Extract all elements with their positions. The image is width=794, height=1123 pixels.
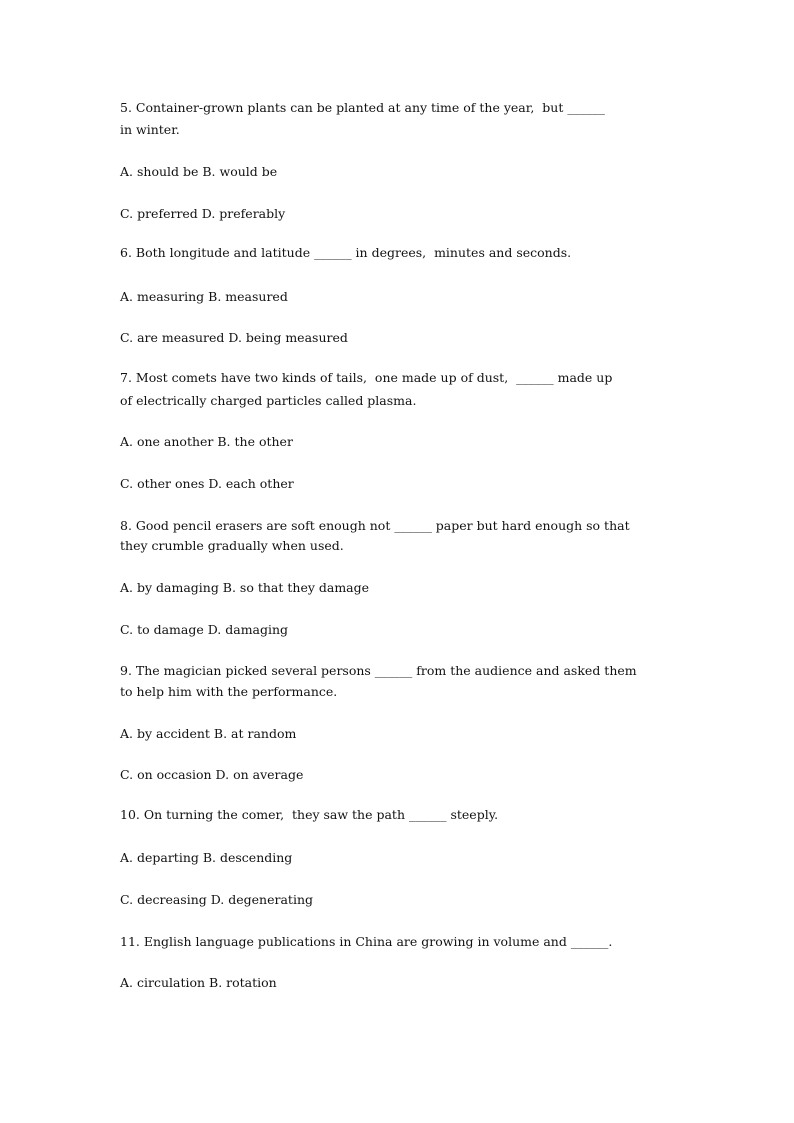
question-9-options-c-d: C. on occasion D. on average [120,767,304,782]
question-5-options-a-b: A. should be B. would be [120,164,278,179]
question-5-options-c-d: C. preferred D. preferably [120,206,286,221]
question-10-stem-line-1: 10. On turning the comer, they saw the path ______ steeply. [120,807,499,822]
question-6-stem-line-1: 6. Both longitude and latitude ______ in degrees, minutes and seconds. [120,245,572,260]
question-8-options-c-d: C. to damage D. damaging [120,622,289,637]
question-10-options-c-d: C. decreasing D. degenerating [120,892,313,907]
question-11-stem-line-1: 11. English language publications in China are growing in volume and ______. [120,934,613,949]
question-7-stem-line-2: of electrically charged particles called plasma. [120,393,417,408]
question-6-options-c-d: C. are measured D. being measured [120,330,348,345]
question-7-stem-line-1: 7. Most comets have two kinds of tails, one made up of dust, ______ made up [120,370,613,385]
question-7-options-c-d: C. other ones D. each other [120,476,294,491]
question-7-options-a-b: A. one another B. the other [120,434,293,449]
question-10-options-a-b: A. departing B. descending [120,850,293,865]
question-9-stem-line-2: to help him with the performance. [120,684,338,699]
question-8-stem-line-2: they crumble gradually when used. [120,538,344,553]
question-8-stem-line-1: 8. Good pencil erasers are soft enough not ______ paper but hard enough so that [120,518,630,533]
question-9-options-a-b: A. by accident B. at random [120,726,297,741]
question-5-stem-line-2: in winter. [120,122,180,137]
question-8-options-a-b: A. by damaging B. so that they damage [120,580,370,595]
question-11-options-a-b: A. circulation B. rotation [120,975,277,990]
question-9-stem-line-1: 9. The magician picked several persons ______ from the audience and asked them [120,663,637,678]
question-5-stem-line-1: 5. Container-grown plants can be planted at any time of the year, but ______ [120,100,605,115]
question-6-options-a-b: A. measuring B. measured [120,289,288,304]
